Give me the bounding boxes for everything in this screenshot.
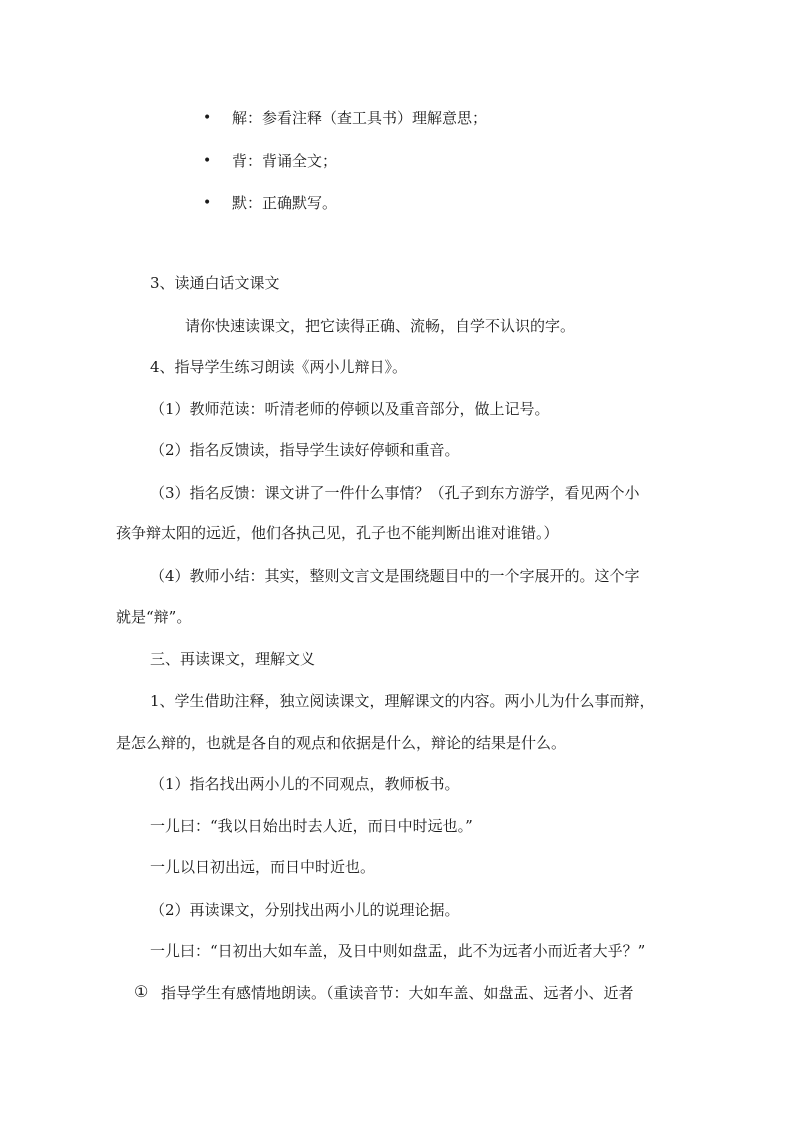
section-heading-4: 4、指导学生练习朗读《两小儿辩日》。 [150,358,408,376]
paragraph: （2）指名反馈读，指导学生读好停顿和重音。 [150,441,460,459]
numbered-item-text: 指导学生有感情地朗读。（重读音节：大如车盖、如盘盂、远者小、近者 [161,984,634,1002]
paragraph: （2）再读课文，分别找出两小儿的说理论据。 [150,901,460,919]
section-heading-3-reread: 三、再读课文，理解文义 [150,650,316,668]
paragraph: 1、学生借助注释，独立阅读课文，理解课文的内容。两小儿为什么事而辩， [150,692,655,710]
bullet-marker: • [203,195,212,211]
bullet-marker: • [203,153,212,169]
bullet-item-bei: 背：背诵全文； [232,152,338,170]
bullet-item-mo: 默：正确默写。 [232,194,338,212]
paragraph-continuation: 孩争辩太阳的远近，他们各执己见，孔子也不能判断出谁对谁错。） [116,524,559,542]
paragraph: （3）指名反馈：课文讲了一件什么事情？（孔子到东方游学，看见两个小 [150,484,640,502]
paragraph-continuation: 是怎么辩的，也就是各自的观点和依据是什么，辩论的结果是什么。 [116,734,567,752]
circled-number-marker: ① [134,982,149,1001]
quote-line: 一儿曰：“日初出大如车盖，及日中则如盘盂，此不为远者小而近者大乎？” [150,942,646,960]
paragraph: （1）教师范读：听清老师的停顿以及重音部分，做上记号。 [150,400,550,418]
paragraph-continuation: 就是“辩”。 [116,608,192,626]
paragraph: 一儿以日初出远，而日中时近也。 [150,858,376,876]
bullet-marker: • [203,110,212,126]
paragraph: （1）指名找出两小儿的不同观点，教师板书。 [150,775,460,793]
paragraph: （4）教师小结：其实，整则文言文是围绕题目中的一个字展开的。这个字 [150,567,640,585]
bullet-item-jie: 解：参看注释（查工具书）理解意思； [232,109,488,127]
paragraph: 请你快速读课文，把它读得正确、流畅，自学不认识的字。 [185,317,576,335]
quote-line: 一儿曰：“我以日始出时去人近，而日中时远也。” [150,817,473,835]
section-heading-3: 3、读通白话文课文 [150,274,280,292]
